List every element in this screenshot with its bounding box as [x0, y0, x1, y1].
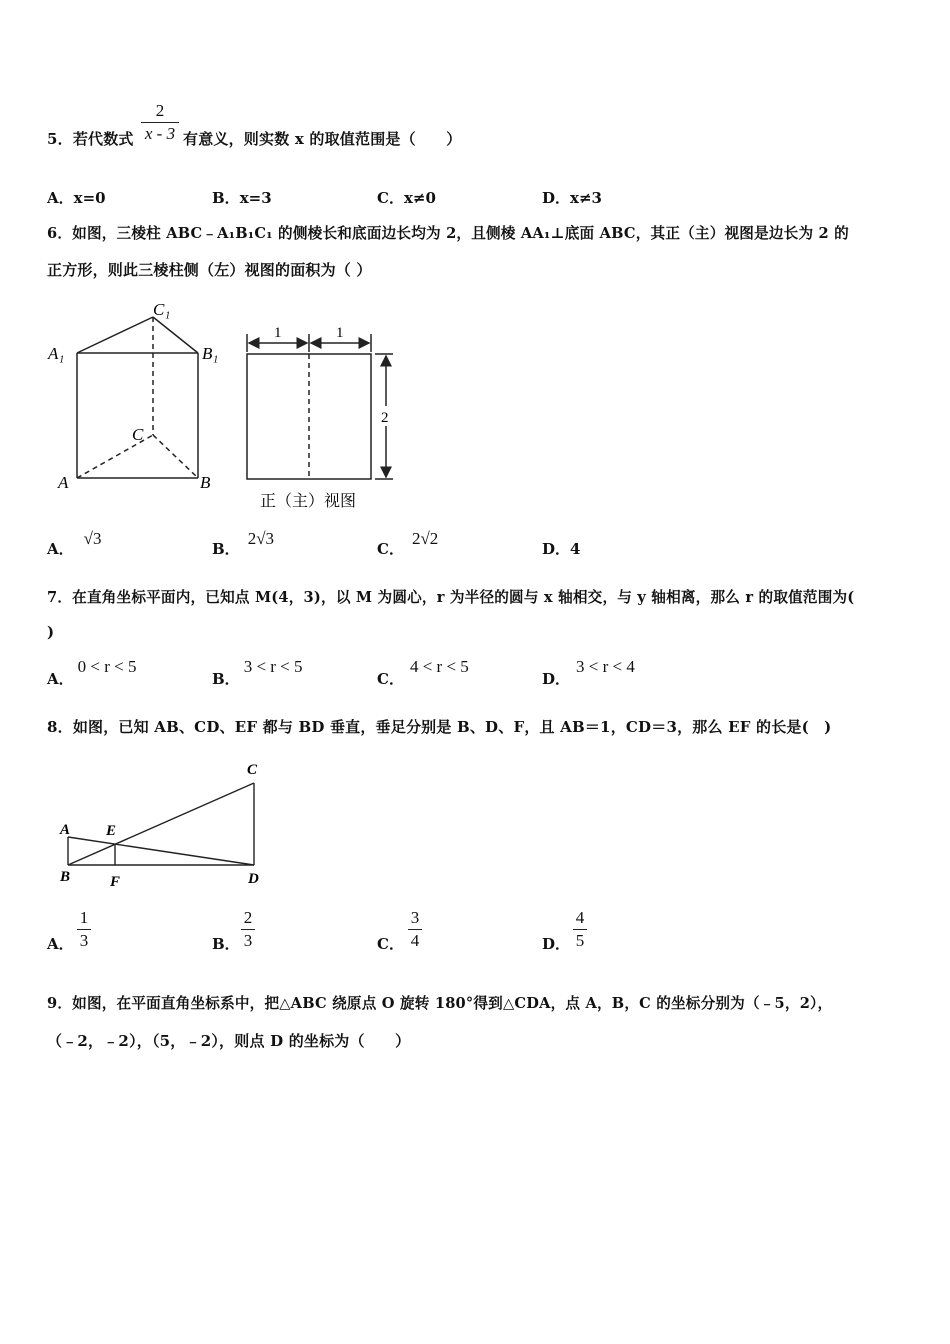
option-label: D．	[542, 189, 571, 207]
q8-option-d[interactable]	[542, 933, 570, 954]
option-label: C．	[377, 935, 404, 953]
option-label: C．	[377, 670, 404, 688]
option-label: C．	[377, 540, 404, 558]
frac-numerator: 4	[575, 908, 585, 927]
label-a: A	[58, 473, 69, 492]
dim-right: 1	[336, 325, 344, 341]
frac-bar	[408, 929, 422, 930]
q5-frac-numerator: 2	[155, 101, 165, 120]
q7-option-d[interactable]	[542, 657, 635, 689]
label-a1: A₁	[48, 344, 65, 363]
option-text: x≠0	[403, 189, 436, 207]
frac-numerator: 2	[243, 908, 253, 927]
frac-bar	[241, 929, 255, 930]
frac-bar	[77, 929, 91, 930]
q5-option-c[interactable]	[377, 187, 436, 208]
option-text: 2√3	[247, 529, 275, 548]
q9-stem-line1: 9．如图，在平面直角坐标系中，把△ABC 绕原点 O 旋转 180°得到△CDA，点 A，B，C 的坐标分别为（﹣5，2），	[47, 995, 833, 1012]
view-caption: 正（主）视图	[260, 493, 357, 510]
option-text: 4 < r < 5	[409, 657, 469, 676]
label-d: D	[248, 871, 259, 887]
q5-stem-prefix: 5．若代数式	[47, 130, 134, 148]
option-text: 2√2	[411, 529, 439, 548]
q5-frac-denominator: x - 3	[144, 124, 176, 143]
q8-option-b-fraction[interactable]	[241, 908, 255, 951]
q8-option-a[interactable]	[47, 933, 74, 954]
label-b: B	[200, 473, 211, 492]
q8-option-a-fraction[interactable]	[77, 908, 91, 951]
option-label: A．	[47, 189, 74, 207]
option-label: D．	[542, 935, 571, 953]
q6-prism-figure	[40, 295, 240, 495]
q7-stem-line1: 7．在直角坐标平面内，已知点 M(4，3)，以 M 为圆心，r 为半径的圆与 x 轴相交，与 y 轴相离，那么 r 的取值范围为(	[47, 589, 855, 606]
q7-option-c[interactable]	[377, 657, 469, 689]
q5-option-d[interactable]	[542, 187, 602, 208]
option-text: 4	[570, 540, 581, 558]
option-text: 3 < r < 4	[576, 657, 635, 676]
q6-option-c[interactable]	[377, 529, 439, 559]
q6-option-d[interactable]	[542, 538, 580, 559]
option-text: 3 < r < 5	[243, 657, 303, 676]
option-label: C．	[377, 189, 404, 207]
option-label: B．	[212, 935, 240, 953]
frac-denominator: 5	[575, 931, 585, 950]
q6-option-b[interactable]	[212, 529, 275, 559]
label-b1: B₁	[202, 344, 219, 363]
option-text: √3	[83, 529, 102, 548]
q6-stem-line1: 6．如图，三棱柱 ABC﹣A₁B₁C₁ 的侧棱长和底面边长均为 2，且侧棱 AA₁⊥底面 ABC，其正（主）视图是边长为 2 的	[47, 225, 849, 242]
frac-denominator: 3	[243, 931, 253, 950]
label-c: C	[247, 762, 258, 778]
q8-option-b[interactable]	[212, 933, 240, 954]
option-label: B．	[212, 540, 240, 558]
q6-option-a[interactable]	[47, 529, 102, 559]
option-label: D．	[542, 540, 571, 558]
label-b: B	[60, 869, 71, 885]
option-label: A．	[47, 935, 74, 953]
q5-option-b[interactable]	[212, 187, 272, 208]
dim-height: 2	[381, 410, 389, 426]
q7-stem-line2: )	[47, 623, 55, 641]
label-c: C	[132, 425, 144, 444]
label-f: F	[110, 874, 121, 890]
dim-left: 1	[274, 325, 282, 341]
q8-option-d-fraction[interactable]	[573, 908, 587, 951]
option-label: A．	[47, 540, 74, 558]
q9-stem-line2: （﹣2，﹣2），（5，﹣2），则点 D 的坐标为（ ）	[47, 1032, 411, 1050]
frac-denominator: 4	[410, 931, 420, 950]
label-a: A	[60, 822, 71, 838]
q6-stem-line2: 正方形，则此三棱柱侧（左）视图的面积为（ ）	[47, 261, 372, 279]
q5-fraction	[141, 101, 179, 144]
option-label: D．	[542, 670, 571, 688]
frac-numerator: 1	[79, 908, 89, 927]
frac-bar	[573, 929, 587, 930]
option-text: x=0	[73, 189, 106, 207]
frac-numerator: 3	[410, 908, 420, 927]
option-text: 0 < r < 5	[77, 657, 137, 676]
q8-option-c-fraction[interactable]	[408, 908, 422, 951]
q8-figure	[52, 755, 272, 890]
q7-option-b[interactable]	[212, 657, 303, 689]
q6-front-view-figure	[240, 318, 410, 513]
q5-stem-suffix: 有意义，则实数 x 的取值范围是（ ）	[183, 130, 462, 148]
q5-frac-bar	[141, 122, 179, 123]
option-label: A．	[47, 670, 74, 688]
q8-stem-line1: 8．如图，已知 AB、CD、EF 都与 BD 垂直，垂足分别是 B、D、F，且 AB＝1，CD＝3，那么 EF 的长是( )	[47, 718, 832, 736]
q5-option-a[interactable]	[47, 187, 106, 208]
q7-option-a[interactable]	[47, 657, 137, 689]
frac-denominator: 3	[79, 931, 89, 950]
option-label: B．	[212, 189, 240, 207]
option-text: x=3	[239, 189, 272, 207]
label-c1: C₁	[153, 300, 171, 319]
option-label: B．	[212, 670, 240, 688]
option-text: x≠3	[570, 189, 602, 207]
label-e: E	[106, 823, 117, 839]
q8-option-c[interactable]	[377, 933, 404, 954]
